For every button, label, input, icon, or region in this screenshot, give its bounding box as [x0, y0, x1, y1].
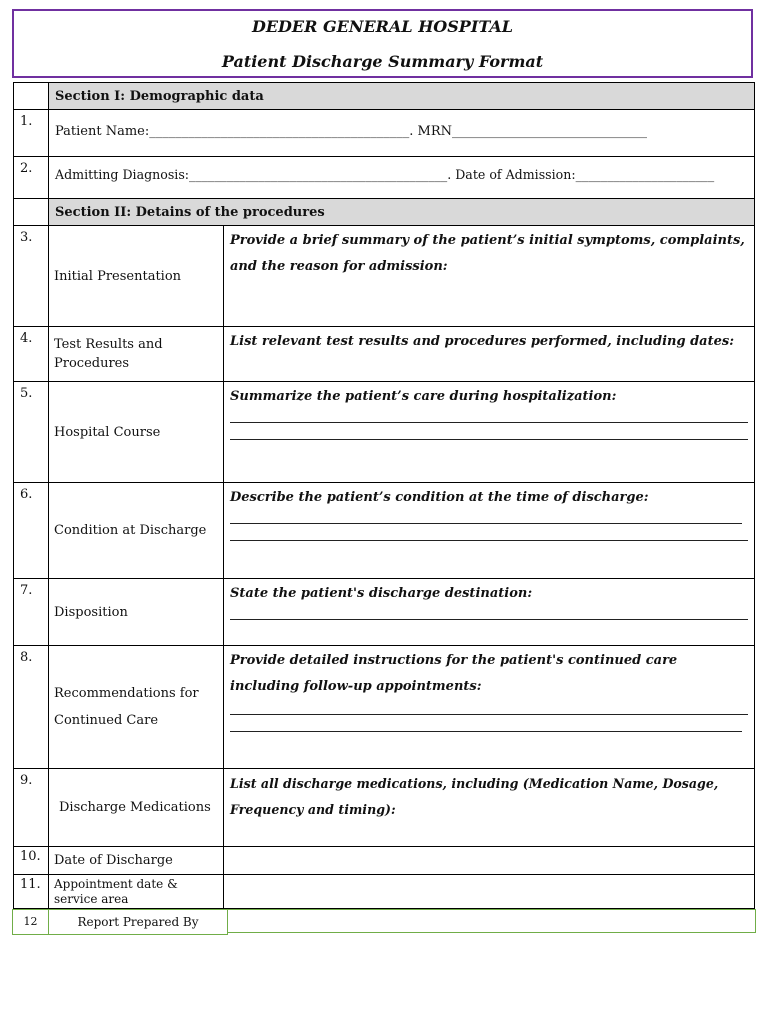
row12-num: 12 — [12, 909, 49, 935]
row5-instruction: Summarize the patient’s care during hospitalization: — [230, 389, 617, 404]
diagnosis-admission-text: Admitting Diagnosis:_________________________________________. Date of Admission:______________________ — [55, 167, 715, 182]
row8-num: 8. — [13, 645, 49, 769]
section1-title: Section I: Demographic data — [48, 82, 755, 110]
form-title: Patient Discharge Summary Format — [221, 52, 544, 71]
row6-instruction: Describe the patient’s condition at the time of discharge: — [230, 490, 649, 505]
row1-num: 1. — [13, 109, 49, 157]
section2-title: Section II: Detains of the procedures — [48, 198, 755, 226]
form-header — [12, 9, 753, 78]
row7-instruction: State the patient's discharge destination: — [230, 586, 533, 601]
appointment-field[interactable] — [223, 874, 755, 909]
row11-num: 11. — [13, 874, 49, 909]
row8-label: Recommendations for Continued Care — [48, 645, 224, 769]
hospital-name: DEDER GENERAL HOSPITAL — [251, 17, 514, 36]
blank-line — [230, 731, 742, 732]
test-results-field[interactable] — [223, 326, 755, 382]
patient-name-mrn-text: Patient Name:________________________________________. MRN______________________________ — [55, 124, 647, 139]
discharge-medications-field[interactable] — [223, 768, 755, 847]
report-prepared-by-field[interactable] — [227, 909, 756, 933]
hospital-course-field[interactable] — [223, 381, 755, 483]
row8-instruction: Provide detailed instructions for the patient's continued care including follow-up appointments: — [230, 653, 678, 694]
section1-num-cell — [13, 82, 49, 110]
row4-instruction: List relevant test results and procedures performed, including dates: — [230, 334, 735, 349]
row7-num: 7. — [13, 578, 49, 646]
row5-label: Hospital Course — [48, 381, 224, 483]
row6-num: 6. — [13, 482, 49, 579]
row3-instruction: Provide a brief summary of the patient’s initial symptoms, complaints, and the reason for admission: — [230, 233, 745, 274]
row5-num: 5. — [13, 381, 49, 483]
condition-at-discharge-field[interactable] — [223, 482, 755, 579]
row4-num: 4. — [13, 326, 49, 382]
row12-label: Report Prepared By — [48, 909, 228, 935]
recommendations-field[interactable] — [223, 645, 755, 769]
date-of-discharge-field[interactable] — [223, 846, 755, 875]
row7-label: Disposition — [48, 578, 224, 646]
row9-instruction: List all discharge medications, including (Medication Name, Dosage, Frequency and timing): — [230, 776, 719, 817]
row2-num: 2. — [13, 156, 49, 199]
initial-presentation-field[interactable] — [223, 225, 755, 327]
diagnosis-admission-field[interactable] — [48, 156, 755, 199]
blank-line — [230, 540, 748, 541]
row9-label: Discharge Medications — [48, 768, 224, 847]
section2-num-cell — [13, 198, 49, 226]
row10-label: Date of Discharge — [48, 846, 224, 875]
row6-label: Condition at Discharge — [48, 482, 224, 579]
blank-line — [230, 422, 748, 423]
row4-label: Test Results and Procedures — [48, 326, 224, 382]
blank-line — [230, 523, 742, 524]
disposition-field[interactable] — [223, 578, 755, 646]
patient-name-mrn-field[interactable] — [48, 109, 755, 157]
blank-line — [230, 619, 748, 620]
row3-label: Initial Presentation — [48, 225, 224, 327]
row9-num: 9. — [13, 768, 49, 847]
row11-label: Appointment date & service area — [48, 874, 224, 909]
blank-line — [230, 714, 748, 715]
row3-num: 3. — [13, 225, 49, 327]
row10-num: 10. — [13, 846, 49, 875]
blank-line — [230, 439, 748, 440]
